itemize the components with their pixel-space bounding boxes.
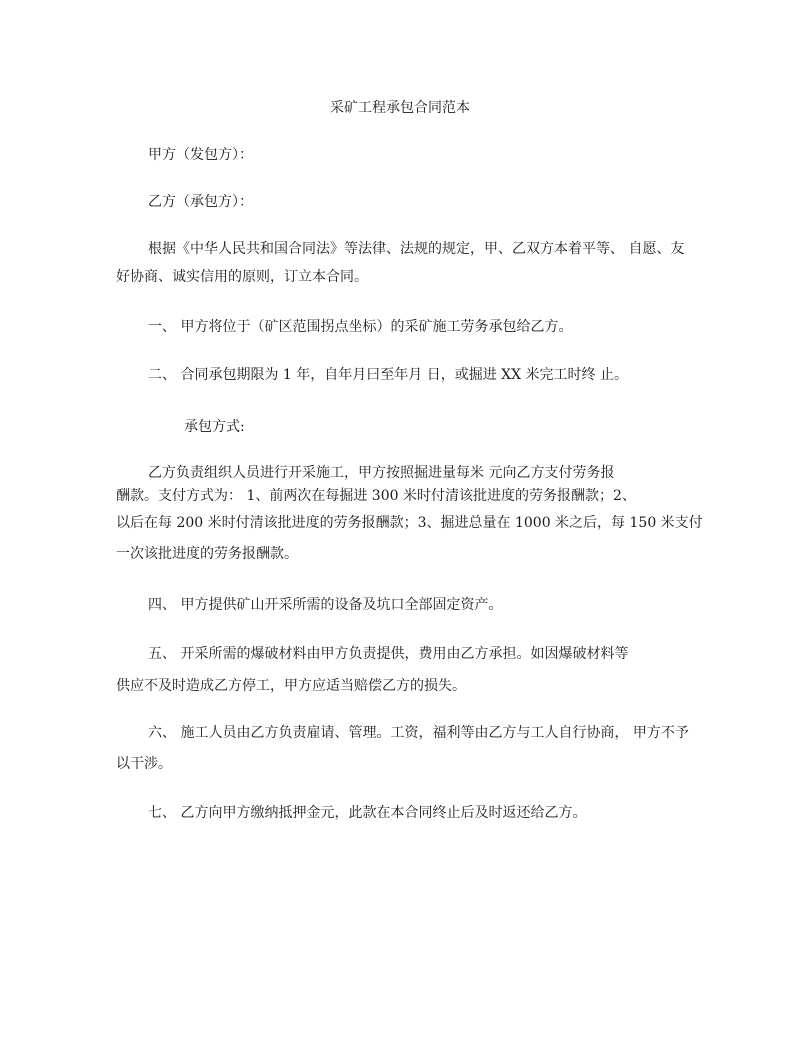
party-b-line: 乙方（承包方）： <box>148 194 253 210</box>
preamble-line-2: 好协商、诚实信用的原则，订立本合同。 <box>116 269 368 285</box>
method-heading: 承包方式: <box>184 419 245 435</box>
clause-4: 四、 甲方提供矿山开采所需的设备及坑口全部固定资产。 <box>148 597 503 613</box>
clause-1: 一、 甲方将位于（矿区范围拐点坐标）的采矿施工劳务承包给乙方。 <box>148 319 573 335</box>
clause-6-line-2: 以干涉。 <box>116 756 172 772</box>
clause-5-line-2: 供应不及时造成乙方停工，甲方应适当赔偿乙方的损失。 <box>116 678 466 694</box>
preamble-line-1: 根据《中华人民共和国合同法》等法律、法规的规定，甲、乙双方本着平等、 自愿、友 <box>148 241 685 257</box>
clause-7: 七、 乙方向甲方缴纳抵押金元，此款在本合同终止后及时返还给乙方。 <box>148 805 587 821</box>
clause-5-line-1: 五、 开采所需的爆破材料由甲方负责提供，费用由乙方承担。如因爆破材料等 <box>148 646 629 662</box>
method-line-3: 以后在每 200 米时付清该批进度的劳务报酬款；3、掘进总量在 1000 米之后，每 150 米支付 <box>116 515 703 531</box>
method-line-2: 酬款。支付方式为： 1、前两次在每掘进 300 米时付清该批进度的劳务报酬款；2、 <box>116 488 636 504</box>
clause-2: 二、 合同承包期限为 1 年，自年月曰至年月 日，或掘进 XX 米完工时终 止。 <box>148 367 628 383</box>
document-title: 采矿工程承包合同范本 <box>330 100 470 116</box>
party-a-line: 甲方（发包方）： <box>148 147 253 163</box>
clause-6-line-1: 六、 施工人员由乙方负责雇请、管理。工资，福利等由乙方与工人自行协商， 甲方不予 <box>148 725 689 741</box>
method-line-4: 一次该批进度的劳务报酬款。 <box>116 546 298 562</box>
method-line-1: 乙方负责组织人员进行开采施工，甲方按照掘进量每米 元向乙方支付劳务报 <box>148 465 615 481</box>
